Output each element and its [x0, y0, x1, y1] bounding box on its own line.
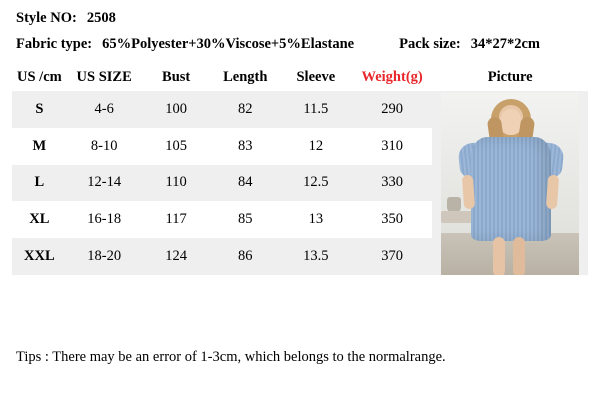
- cell-weight: 350: [381, 211, 403, 228]
- model-leg-left: [493, 237, 505, 275]
- cell-sleeve: 12: [308, 137, 324, 154]
- table-row: [12, 91, 588, 128]
- cell-length: 82: [211, 91, 280, 128]
- tips-note: Tips : There may be an error of 1-3cm, which belongs to the normalrange.: [16, 349, 446, 365]
- fabric-type-value: 65%Polyester+30%Viscose+5%Elastane: [102, 36, 355, 52]
- cell-sleeve: 13: [308, 211, 324, 228]
- column-header-unit: US /cm: [12, 63, 67, 91]
- cell-length: 85: [238, 211, 253, 228]
- cell-sleeve: 13.5: [280, 238, 352, 275]
- cell-size: S: [12, 91, 67, 128]
- cell-us-size: 8-10: [90, 137, 118, 154]
- style-no-row: [12, 10, 588, 27]
- model-leg-right: [513, 237, 525, 275]
- cell-size: L: [12, 165, 67, 202]
- photo-side-table: [441, 211, 475, 223]
- cell-bust: 124: [142, 238, 211, 275]
- cell-us-size: 4-6: [67, 91, 142, 128]
- cell-us-size: 16-18: [87, 211, 122, 228]
- column-header-length: Length: [211, 63, 280, 91]
- cell-weight: 290: [352, 91, 433, 128]
- cell-length: 83: [238, 137, 253, 154]
- pack-size-value: 34*27*2cm: [470, 36, 540, 52]
- cell-sleeve: 11.5: [280, 91, 352, 128]
- column-header-sleeve: Sleeve: [280, 63, 352, 91]
- column-header-us-size: US SIZE: [67, 63, 142, 91]
- style-no-label: Style NO:: [16, 10, 77, 26]
- cell-size: XL: [29, 211, 50, 228]
- cell-sleeve: 12.5: [280, 165, 352, 202]
- cell-size: M: [32, 137, 47, 154]
- table-body: [12, 91, 588, 275]
- table-header-row: [12, 63, 588, 91]
- size-table: [12, 63, 588, 275]
- cell-size: XXL: [12, 238, 67, 275]
- style-no-value: 2508: [86, 10, 116, 26]
- dress-body: [471, 137, 551, 241]
- cell-length: 86: [211, 238, 280, 275]
- fabric-pack-row: [12, 36, 588, 53]
- cell-weight: 330: [352, 165, 433, 202]
- pack-size-group: [399, 36, 540, 53]
- pack-size-label: Pack size:: [399, 36, 461, 52]
- table-head: [12, 63, 588, 91]
- column-header-bust: Bust: [142, 63, 211, 91]
- cell-bust: 105: [165, 137, 188, 154]
- cell-us-size: 18-20: [67, 238, 142, 275]
- fabric-type-label: Fabric type:: [16, 36, 93, 52]
- cell-us-size: 12-14: [67, 165, 142, 202]
- cell-length: 84: [211, 165, 280, 202]
- cell-weight: 370: [352, 238, 433, 275]
- product-photo-cell: [432, 91, 588, 275]
- column-header-picture: Picture: [432, 63, 588, 91]
- cell-bust: 117: [165, 211, 187, 228]
- cell-bust: 110: [142, 165, 211, 202]
- cell-weight: 310: [381, 137, 403, 154]
- product-photo: [441, 93, 579, 275]
- column-header-weight: Weight(g): [352, 63, 433, 91]
- cell-bust: 100: [142, 91, 211, 128]
